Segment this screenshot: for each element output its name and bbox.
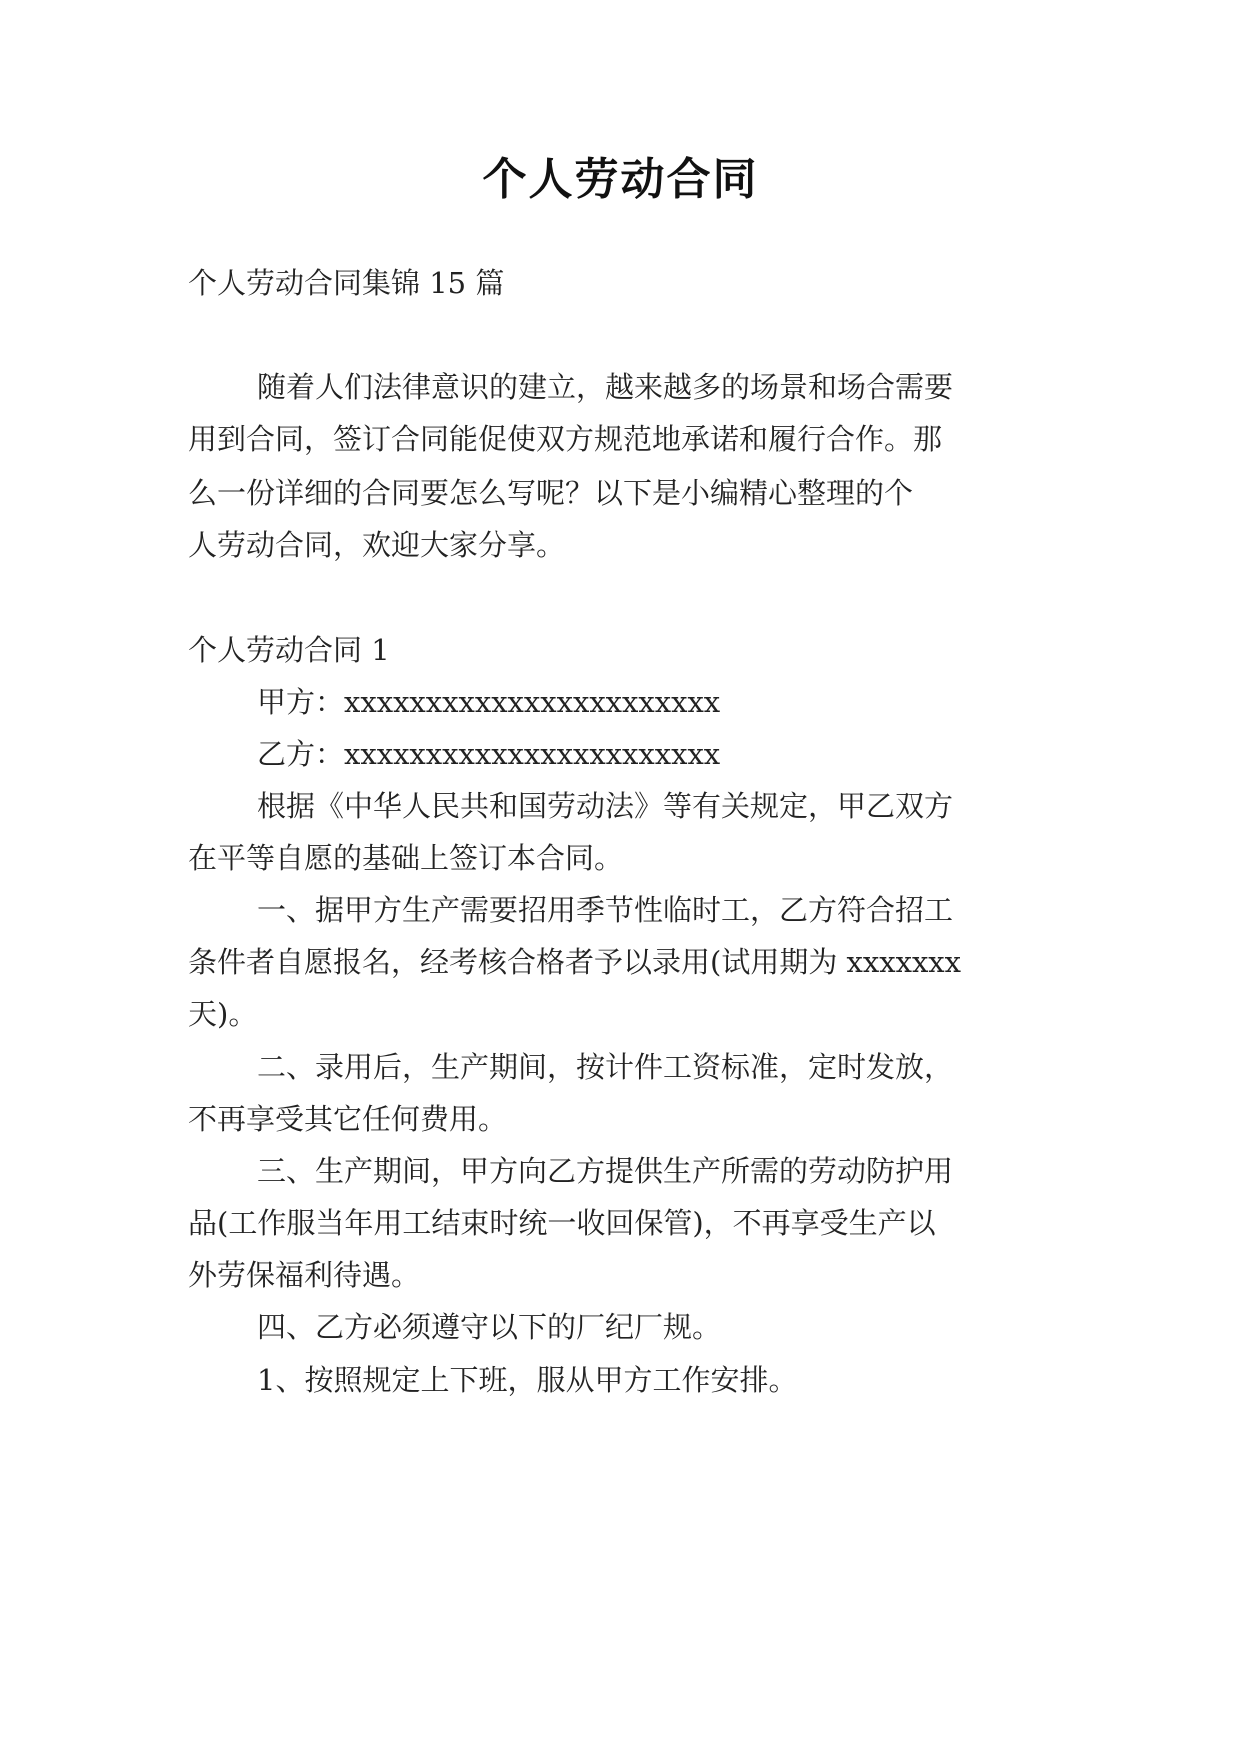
- document-title: 个人劳动合同: [482, 154, 759, 205]
- intro-line: 用到合同，签订合同能促使双方规范地承诺和履行合作。那: [188, 422, 943, 456]
- intro-line: 么一份详细的合同要怎么写呢？以下是小编精心整理的个: [188, 476, 914, 510]
- party-a-line: 甲方：xxxxxxxxxxxxxxxxxxxxxxx: [257, 685, 721, 719]
- clause-line: 三、生产期间，甲方向乙方提供生产所需的劳动防护用: [257, 1154, 954, 1188]
- section-heading: 个人劳动合同 1: [188, 633, 390, 667]
- clause-line: 在平等自愿的基础上签订本合同。: [188, 841, 624, 875]
- clause-line: 四、乙方必须遵守以下的厂纪厂规。: [257, 1310, 722, 1344]
- clause-line: 品(工作服当年用工结束时统一收回保管)，不再享受生产以: [188, 1206, 936, 1240]
- clause-line: 天)。: [188, 997, 258, 1031]
- intro-line: 人劳动合同，欢迎大家分享。: [188, 528, 566, 562]
- clause-line: 一、据甲方生产需要招用季节性临时工，乙方符合招工: [257, 893, 954, 927]
- intro-line: 随着人们法律意识的建立，越来越多的场景和场合需要: [257, 370, 954, 404]
- clause-line: 不再享受其它任何费用。: [188, 1102, 508, 1136]
- clause-line: 1、按照规定上下班，服从甲方工作安排。: [257, 1363, 798, 1397]
- party-b-line: 乙方：xxxxxxxxxxxxxxxxxxxxxxx: [257, 737, 721, 771]
- clause-line: 根据《中华人民共和国劳动法》等有关规定，甲乙双方: [257, 789, 954, 823]
- clause-line: 条件者自愿报名，经考核合格者予以录用(试用期为 xxxxxxx: [188, 945, 962, 979]
- document-subtitle: 个人劳动合同集锦 15 篇: [188, 266, 505, 300]
- clause-line: 外劳保福利待遇。: [188, 1258, 421, 1292]
- clause-line: 二、录用后，生产期间，按计件工资标准，定时发放，: [257, 1050, 954, 1084]
